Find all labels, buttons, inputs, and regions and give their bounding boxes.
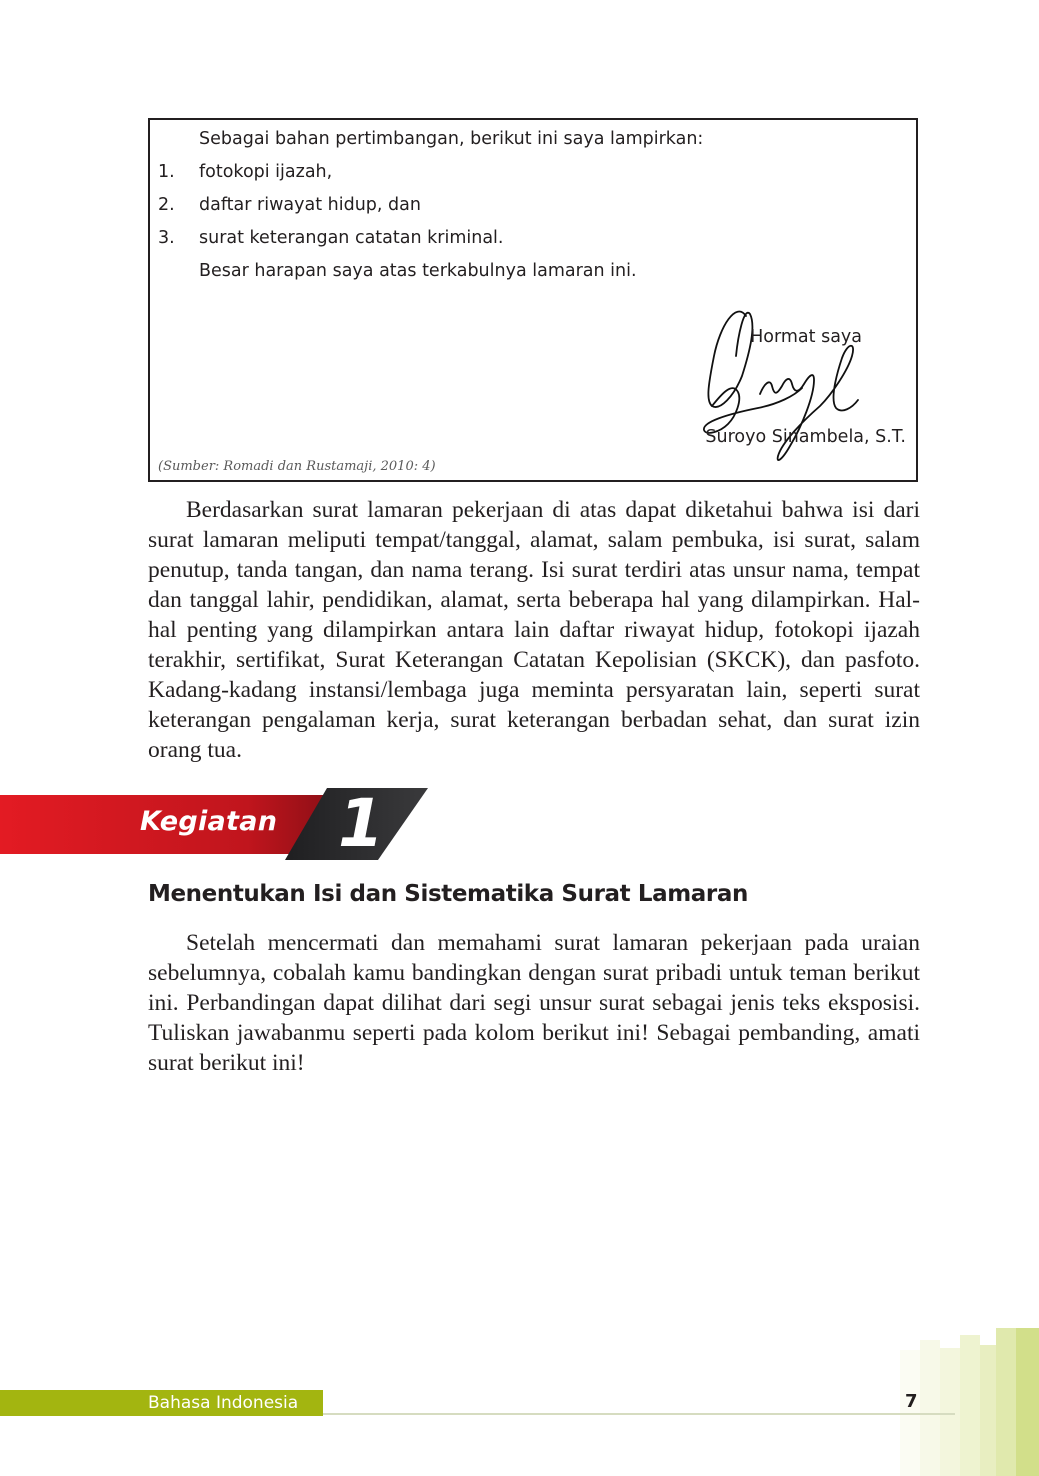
source-citation: (Sumber: Romadi dan Rustamaji, 2010: 4) — [158, 459, 436, 474]
page-number: 7 — [905, 1391, 918, 1412]
attachment-number: 1. — [158, 162, 175, 182]
letter-excerpt-box — [148, 118, 918, 482]
attachment-text: fotokopi ijazah, — [199, 162, 333, 182]
letter-closing: Hormat saya — [750, 327, 862, 347]
section-title: Menentukan Isi dan Sistematika Surat Lamaran — [148, 881, 748, 907]
footer-divider — [323, 1413, 955, 1415]
handwritten-signature — [698, 296, 898, 476]
letter-intro: Sebagai bahan pertimbangan, berikut ini saya lampirkan: — [199, 129, 704, 149]
decorative-green-bars — [880, 1320, 1039, 1476]
letter-closing-sentence: Besar harapan saya atas terkabulnya lamaran ini. — [199, 261, 637, 281]
activity-label: Kegiatan — [140, 806, 278, 837]
footer-book-title: Bahasa Indonesia — [148, 1393, 299, 1413]
signer-name: Suroyo Sinambela, S.T. — [705, 427, 906, 447]
activity-paragraph — [148, 928, 920, 1078]
body-paragraph — [148, 495, 920, 765]
attachment-text: daftar riwayat hidup, dan — [199, 195, 421, 215]
attachment-number: 3. — [158, 228, 175, 248]
paragraph-text: Berdasarkan surat lamaran pekerjaan di atas dapat diketahui bahwa isi dari surat lamaran meliputi tempat/tanggal, alamat, salam pembuka, isi surat, salam penutup, tanda tangan, dan nama terang. Isi surat terdiri atas unsur nama, tempat dan tanggal lahir, pendidikan, alamat, serta beberapa hal yang dilampirkan. Hal-hal penting yang dilampirkan antara lain daftar riwayat hidup, fotokopi ijazah terakhir, sertifikat, Surat Keterangan Catatan Kepolisian (SKCK), dan pasfoto. Kadang-kadang instansi/lembaga juga meminta persyaratan lain, seperti surat keterangan pengalaman kerja, surat keterangan berbadan sehat, dan surat izin orang tua. — [148, 497, 920, 763]
attachment-number: 2. — [158, 195, 175, 215]
paragraph-text: Setelah mencermati dan memahami surat lamaran pekerjaan pada uraian sebelumnya, cobalah kamu bandingkan dengan surat pribadi untuk teman berikut ini. Perbandingan dapat dilihat dari segi unsur surat sebagai jenis teks eksposisi. Tuliskan jawabanmu seperti pada kolom berikut ini! Sebagai pembanding, amati surat berikut ini! — [148, 930, 920, 1076]
activity-number: 1 — [338, 785, 384, 862]
attachment-text: surat keterangan catatan kriminal. — [199, 228, 504, 248]
